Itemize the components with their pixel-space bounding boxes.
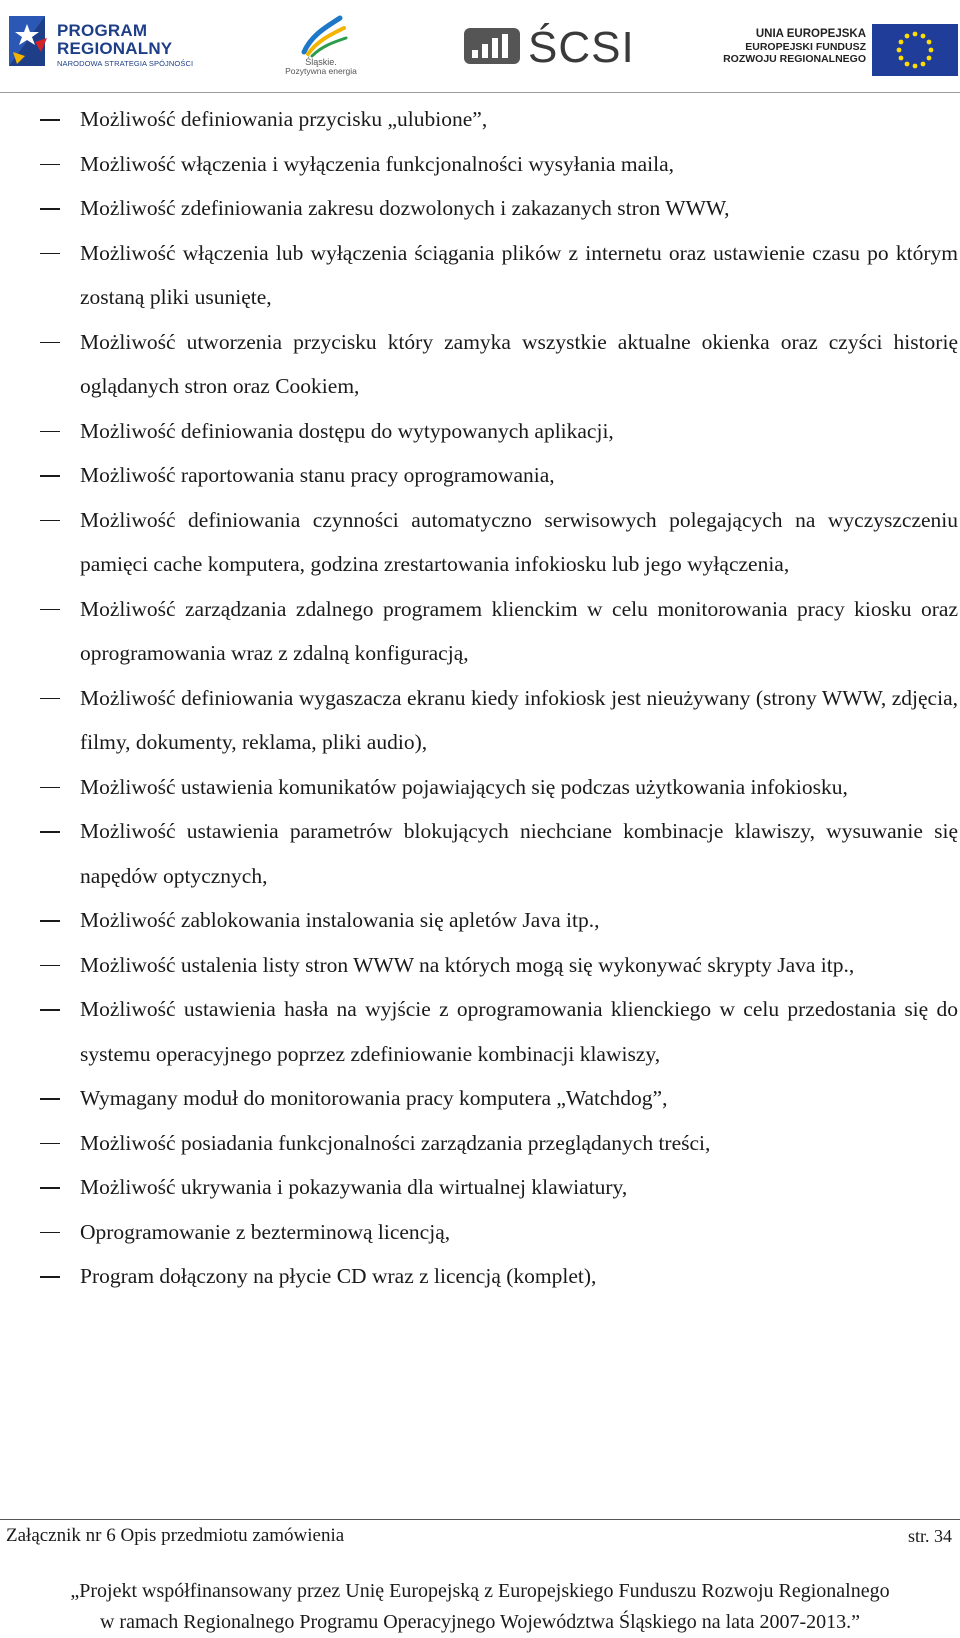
eu-flag-icon — [872, 24, 958, 76]
dash-bullet-icon — [40, 1232, 60, 1234]
slaskie-logo — [282, 14, 360, 80]
requirements-section — [40, 97, 958, 1299]
header-divider — [0, 92, 960, 93]
list-item-text: Możliwość raportowania stanu pracy oprogramowania, — [80, 463, 555, 487]
dash-bullet-icon — [40, 1009, 60, 1011]
scsi-logo-text: ŚCSI — [528, 23, 635, 72]
dash-bullet-icon — [40, 920, 60, 922]
list-item — [40, 987, 958, 1076]
program-regionalny-logo — [5, 12, 215, 72]
list-item — [40, 676, 958, 765]
program-logo-line1: PROGRAM — [57, 21, 148, 40]
list-item-text: Możliwość definiowania dostępu do wytypowanych aplikacji, — [80, 418, 614, 443]
list-item — [40, 320, 958, 409]
list-item-text: Możliwość zarządzania zdalnego programem klienckim w celu monitorowania pracy kiosku oraz oprogramowania wraz z zdalną konfiguracją, — [80, 596, 958, 665]
ue-logo-line1: UNIA EUROPEJSKA — [755, 28, 866, 40]
list-item-text: Możliwość posiadania funkcjonalności zarządzania przeglądanych treści, — [80, 1130, 711, 1155]
list-item — [40, 765, 958, 810]
dash-bullet-icon — [40, 475, 60, 477]
dash-bullet-icon — [40, 787, 60, 789]
list-item-text: Możliwość definiowania czynności automatyczno serwisowych polegających na wyczyszczeniu pamięci cache komputera, godzina zrestartowania infokiosku lub jego wyłączenia, — [80, 507, 958, 576]
dash-bullet-icon — [40, 208, 60, 210]
attachment-label: Załącznik nr 6 Opis przedmiotu zamówienia — [6, 1525, 345, 1546]
page-header — [0, 0, 960, 92]
list-item-text: Możliwość ukrywania i pokazywania dla wirtualnej klawiatury, — [80, 1175, 628, 1199]
project-note-line2: w ramach Regionalnego Programu Operacyjnego Województwa Śląskiego na lata 2007-2013.” — [99, 1611, 861, 1633]
program-logo-line3: NARODOWA STRATEGIA SPÓJNOŚCI — [57, 59, 194, 68]
dash-bullet-icon — [40, 253, 60, 255]
list-item-text: Program dołączony na płycie CD wraz z licencją (komplet), — [80, 1264, 597, 1288]
scsi-logo — [462, 22, 635, 72]
list-item — [40, 1210, 958, 1255]
program-logo-line2: REGIONALNY — [57, 39, 173, 58]
list-item-text: Wymagany moduł do monitorowania pracy komputera „Watchdog”, — [80, 1086, 668, 1110]
list-item — [40, 97, 958, 142]
unia-europejska-logo — [723, 24, 958, 76]
list-item-text: Możliwość zdefiniowania zakresu dozwolonych i zakazanych stron WWW, — [80, 196, 730, 220]
list-item — [40, 587, 958, 676]
program-regionalny-emblem-icon — [5, 12, 53, 70]
dash-bullet-icon — [40, 342, 60, 344]
list-item — [40, 186, 958, 231]
list-item-text: Możliwość definiowania przycisku „ulubione”, — [80, 107, 488, 131]
page-number: str. 34 — [907, 1526, 952, 1546]
list-item — [40, 231, 958, 320]
list-item — [40, 1121, 958, 1166]
list-item-text: Możliwość utworzenia przycisku który zamyka wszystkie aktualne okienka oraz czyści historię oglądanych stron oraz Cookiem, — [80, 329, 958, 398]
list-item-text: Możliwość ustawienia hasła na wyjście z oprogramowania klienckiego w celu przedostania się do systemu operacyjnego poprzez zdefiniowanie kombinacji klawiszy, — [80, 997, 958, 1066]
dash-bullet-icon — [40, 1143, 60, 1145]
list-item — [40, 142, 958, 187]
list-item — [40, 1076, 958, 1121]
dash-bullet-icon — [40, 965, 60, 967]
list-item-text: Możliwość włączenia lub wyłączenia ściągania plików z internetu oraz ustawienie czasu po którym zostaną pliki usunięte, — [80, 240, 958, 309]
dash-bullet-icon — [40, 520, 60, 522]
list-item — [40, 453, 958, 498]
dash-bullet-icon — [40, 698, 60, 700]
slaskie-logo-line2: Pozytywna energia — [285, 66, 357, 77]
project-note-line1: „Projekt współfinansowany przez Unię Europejską z Europejskiego Funduszu Rozwoju Regionalnego — [70, 1580, 890, 1602]
slaskie-logo-line1: Śląskie. — [305, 57, 337, 67]
list-item-text: Możliwość definiowania wygaszacza ekranu kiedy infokiosk jest nieużywany (strony WWW, zdjęcia, filmy, dokumenty, reklama, pliki audio), — [80, 685, 958, 754]
list-item-text: Możliwość ustalenia listy stron WWW na których mogą się wykonywać skrypty Java itp., — [80, 952, 855, 977]
requirements-list — [40, 97, 958, 1299]
dash-bullet-icon — [40, 431, 60, 433]
list-item — [40, 943, 958, 988]
ue-logo-line2: EUROPEJSKI FUNDUSZ — [745, 41, 866, 54]
list-item-text: Oprogramowanie z bezterminową licencją, — [80, 1219, 451, 1244]
dash-bullet-icon — [40, 1187, 60, 1189]
footer-divider — [0, 1519, 960, 1520]
list-item-text: Możliwość ustawienia parametrów blokujących niechciane kombinacje klawiszy, wysuwanie się napędów optycznych, — [80, 819, 958, 888]
list-item — [40, 1165, 958, 1210]
project-cofinancing-note — [0, 1576, 960, 1638]
dash-bullet-icon — [40, 831, 60, 833]
dash-bullet-icon — [40, 1098, 60, 1100]
page-footer — [6, 1522, 952, 1550]
dash-bullet-icon — [40, 164, 60, 166]
list-item — [40, 409, 958, 454]
slaskie-swoosh-icon — [282, 14, 360, 58]
list-item-text: Możliwość ustawienia komunikatów pojawiających się podczas użytkowania infokiosku, — [80, 774, 848, 799]
list-item — [40, 898, 958, 943]
list-item — [40, 809, 958, 898]
ue-logo-line3: ROZWOJU REGIONALNEGO — [723, 53, 866, 66]
dash-bullet-icon — [40, 609, 60, 611]
dash-bullet-icon — [40, 119, 60, 121]
scsi-bars-icon — [462, 22, 524, 68]
list-item — [40, 498, 958, 587]
list-item-text: Możliwość włączenia i wyłączenia funkcjonalności wysyłania maila, — [80, 151, 675, 176]
list-item-text: Możliwość zablokowania instalowania się apletów Java itp., — [80, 908, 600, 932]
list-item — [40, 1254, 958, 1299]
dash-bullet-icon — [40, 1276, 60, 1278]
